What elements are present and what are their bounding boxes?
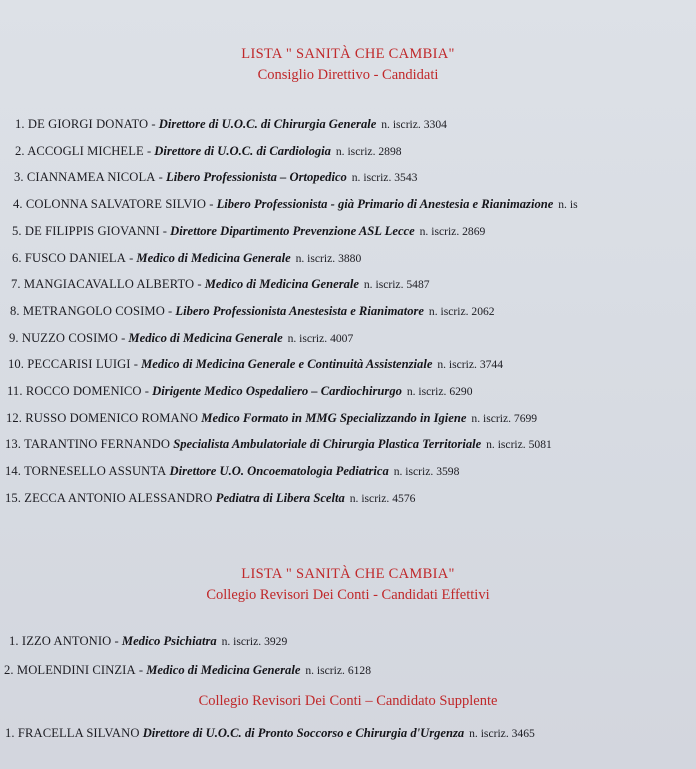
section-subtitle: Collegio Revisori Dei Conti – Candidato Supplente (198, 693, 498, 709)
registration-number: n. iscriz. 5081 (483, 438, 552, 452)
candidate-number: 5. (12, 223, 25, 238)
candidate-row (6, 410, 537, 427)
candidate-name: TARANTINO FERNANDO (24, 437, 171, 452)
candidate-row (12, 223, 485, 240)
candidate-name: IZZO ANTONIO (21, 634, 112, 648)
candidate-name: MOLENDINI CINZIA (16, 663, 136, 677)
candidate-name: PECCARISI LUIGI (27, 357, 131, 372)
separator: - (159, 223, 171, 238)
separator: - (111, 634, 122, 648)
candidate-name: DE FILIPPIS GIOVANNI (24, 223, 160, 238)
candidate-number: 1. (15, 117, 28, 131)
registration-number: n. iscriz. 3304 (378, 118, 447, 131)
registration-number: n. iscriz. 2898 (332, 144, 402, 158)
candidate-name: FRACELLA SILVANO (17, 726, 140, 740)
separator: - (164, 303, 176, 318)
separator: - (194, 277, 205, 292)
registration-number: n. iscriz. 3929 (218, 635, 288, 648)
candidate-number: 2. (15, 143, 28, 158)
registration-number: n. iscriz. 3465 (466, 727, 535, 740)
candidate-name: MANGIACAVALLO ALBERTO (23, 277, 195, 292)
candidate-number: 8. (10, 303, 23, 318)
registration-number: n. iscriz. 4007 (284, 331, 354, 345)
candidate-role: Direttore Dipartimento Prevenzione ASL Lecce (170, 223, 415, 238)
candidate-row (15, 116, 447, 133)
separator: - (135, 663, 147, 677)
candidate-number: 11. (7, 384, 26, 398)
candidate-role: Pediatra di Libera Scelta (215, 490, 345, 505)
registration-number: n. is (555, 198, 578, 212)
candidate-name: FUSCO DANIELA (24, 250, 126, 265)
candidate-role: Specialista Ambulatoriale di Chirurgia Plastica Territoriale (173, 437, 482, 452)
candidate-number: 10. (8, 357, 28, 372)
candidate-role: Libero Professionista Anestesista e Rianimatore (175, 303, 425, 318)
candidate-row (7, 383, 473, 400)
registration-number: n. iscriz. 7699 (468, 411, 538, 425)
candidate-row (13, 196, 578, 213)
candidate-role: Direttore di U.O.C. di Pronto Soccorso e Chirurgia d'Urgenza (142, 726, 465, 740)
candidate-name: ACCOGLI MICHELE (27, 143, 144, 158)
candidate-row (15, 143, 402, 160)
section-subtitle: Collegio Revisori Dei Conti - Candidati Effettivi (206, 587, 490, 603)
registration-number: n. iscriz. 3880 (292, 251, 362, 265)
registration-number: n. iscriz. 6290 (403, 385, 473, 398)
candidate-name: DE GIORGI DONATO (27, 117, 149, 131)
candidate-number: 6. (12, 250, 25, 265)
candidate-role: Medico di Medicina Generale (128, 330, 283, 345)
candidate-row (5, 725, 535, 742)
separator: - (206, 197, 217, 212)
section-subtitle: Consiglio Direttivo - Candidati (257, 67, 439, 83)
registration-number: n. iscriz. 4576 (346, 491, 416, 505)
candidate-number: 9. (9, 330, 22, 345)
list-title: LISTA " SANITÀ CHE CAMBIA" (241, 566, 455, 582)
candidate-role: Libero Professionista - già Primario di Anestesia e Rianimazione (216, 197, 554, 212)
candidate-role: Medico Psichiatra (121, 634, 217, 648)
candidate-number: 15. (5, 490, 25, 505)
candidate-role: Libero Professionista – Ortopedico (166, 170, 347, 185)
candidate-row (8, 356, 503, 373)
candidate-role: Dirigente Medico Ospedaliero – Cardiochirurgo (152, 384, 402, 398)
registration-number: n. iscriz. 3744 (434, 358, 504, 372)
list-title: LISTA " SANITÀ CHE CAMBIA" (241, 46, 455, 62)
separator: - (155, 170, 166, 185)
separator: - (130, 357, 142, 372)
candidate-name: TORNESELLO ASSUNTA (24, 464, 167, 479)
separator: - (125, 250, 137, 265)
candidate-role: Direttore di U.O.C. di Chirurgia Generale (158, 117, 377, 131)
candidate-number: 4. (13, 197, 26, 212)
candidate-row (5, 436, 552, 453)
candidate-name: ZECCA ANTONIO ALESSANDRO (24, 490, 213, 505)
candidate-role: Medico di Medicina Generale e Continuità Assistenziale (141, 357, 433, 372)
candidate-role: Direttore U.O. Oncoematologia Pediatrica (169, 464, 389, 479)
candidate-number: 14. (5, 464, 25, 479)
registration-number: n. iscriz. 3543 (348, 171, 418, 185)
candidate-name: RUSSO DOMENICO ROMANO (25, 410, 199, 425)
candidate-row (10, 303, 495, 320)
candidate-row (14, 169, 417, 186)
candidate-number: 2. (4, 663, 17, 677)
candidate-role: Medico di Medicina Generale (136, 250, 291, 265)
candidate-row (9, 330, 353, 347)
candidate-number: 1. (5, 726, 18, 740)
candidate-number: 3. (14, 170, 27, 185)
candidate-role: Medico Formato in MMG Specializzando in Igiene (201, 410, 467, 425)
registration-number: n. iscriz. 2869 (416, 224, 486, 238)
candidate-name: COLONNA SALVATORE SILVIO (25, 197, 207, 212)
candidate-name: METRANGOLO COSIMO (22, 303, 165, 318)
registration-number: n. iscriz. 5487 (360, 278, 430, 292)
registration-number: n. iscriz. 3598 (390, 465, 460, 479)
candidate-row (9, 633, 287, 650)
candidate-name: ROCCO DOMENICO (25, 384, 142, 398)
candidate-row (11, 276, 430, 293)
candidate-row (5, 490, 415, 507)
candidate-role: Direttore di U.O.C. di Cardiologia (154, 143, 331, 158)
candidate-name: NUZZO COSIMO (21, 330, 118, 345)
separator: - (117, 330, 129, 345)
candidate-role: Medico di Medicina Generale (146, 663, 301, 677)
candidate-number: 13. (5, 437, 25, 452)
candidate-role: Medico di Medicina Generale (204, 277, 359, 292)
separator: - (143, 143, 155, 158)
candidate-row (12, 250, 361, 267)
registration-number: n. iscriz. 6128 (302, 664, 372, 677)
registration-number: n. iscriz. 2062 (426, 304, 495, 318)
candidate-number: 1. (9, 634, 22, 648)
candidate-row (4, 662, 371, 679)
candidate-number: 12. (6, 410, 26, 425)
separator: - (148, 117, 159, 131)
candidate-number: 7. (11, 277, 24, 292)
candidate-row (5, 463, 459, 480)
candidate-name: CIANNAMEA NICOLA (26, 170, 156, 185)
separator: - (141, 384, 153, 398)
